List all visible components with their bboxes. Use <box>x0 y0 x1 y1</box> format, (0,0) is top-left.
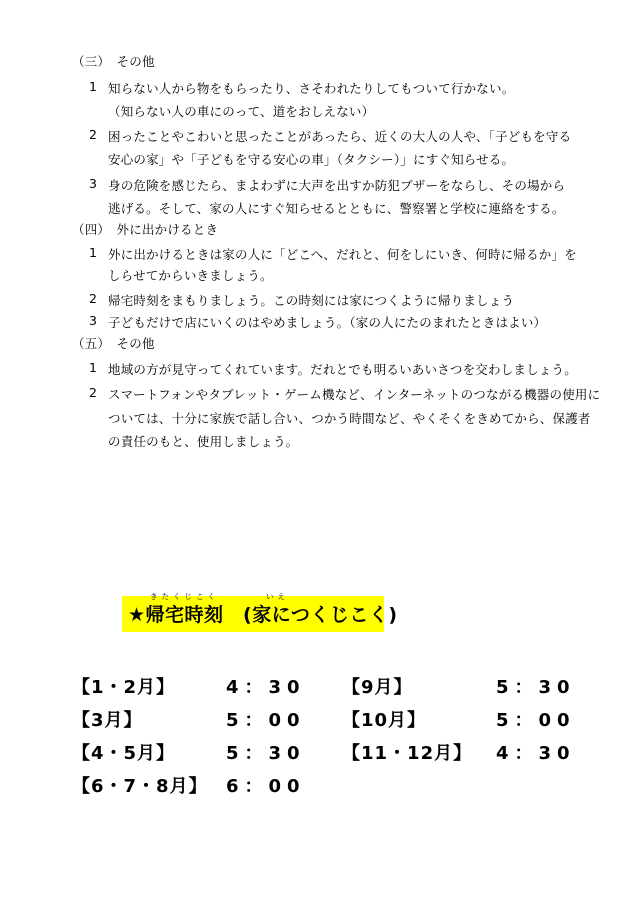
schedule-label: 【1・2月】 <box>72 677 176 698</box>
item-line: ついては、十分に家族で話し合い、つかう時間など、やくそくをきめてから、保護者 <box>108 411 591 426</box>
item-line: 身の危険を感じたら、まよわずに大声を出すか防犯ブザーをならし、その場から <box>108 178 566 193</box>
item-line: 子どもだけで店にいくのはやめましょう。（家の人にたのまれたときはよい） <box>108 315 547 330</box>
item-line: 困ったことやこわいと思ったことがあったら、近くの大人の人や、「子どもを守る <box>108 129 572 144</box>
schedule-time: 6：00 <box>226 776 306 797</box>
schedule-time: 5：30 <box>226 743 306 764</box>
schedule-label: 【6・7・8月】 <box>72 776 208 797</box>
banner-ruby-left: きたくじこく <box>150 592 219 601</box>
schedule-label: 【4・5月】 <box>72 743 176 764</box>
section-heading-5: （五） その他 <box>72 336 155 351</box>
item-number: 3 <box>89 176 97 191</box>
schedule-label: 【9月】 <box>342 677 413 698</box>
item-line: しらせてからいきましょう。 <box>108 268 273 283</box>
item-line: スマートフォンやタブレット・ゲーム機など、インターネットのつながる機器の使用に <box>108 387 601 402</box>
schedule-label: 【3月】 <box>72 710 143 731</box>
item-number: 2 <box>89 291 97 306</box>
banner-title: ★帰宅時刻 (家につくじこく) <box>128 604 398 626</box>
schedule-time: 5：30 <box>496 677 576 698</box>
section-heading-3: （三） その他 <box>72 54 155 69</box>
item-line: 帰宅時刻をまもりましょう。この時刻には家につくように帰りましょう <box>108 293 515 308</box>
item-line: 地域の方が見守ってくれています。だれとでも明るいあいさつを交わしましょう。 <box>108 362 577 377</box>
section-heading-4: （四） 外に出かけるとき <box>72 222 219 237</box>
item-line: の責任のもと、使用しましょう。 <box>108 434 299 449</box>
schedule-time: 4：30 <box>496 743 576 764</box>
item-number: 2 <box>89 127 97 142</box>
schedule-time: 5：00 <box>496 710 576 731</box>
item-number: 1 <box>89 245 97 260</box>
item-number: 1 <box>89 360 97 375</box>
item-line: 知らない人から物をもらったり、さそわれたりしてもついて行かない。 <box>108 81 515 96</box>
item-line: 逃げる。そして、家の人にすぐ知らせるとともに、警察署と学校に連絡をする。 <box>108 201 565 216</box>
schedule-time: 4：30 <box>226 677 306 698</box>
schedule-time: 5：00 <box>226 710 306 731</box>
banner-ruby-right: いえ <box>266 592 289 601</box>
item-number: 3 <box>89 313 97 328</box>
item-line: 安心の家」や「子どもを守る安心の車」（タクシー）」にすぐ知らせる。 <box>108 152 515 167</box>
schedule-label: 【11・12月】 <box>342 743 473 764</box>
item-line: 外に出かけるときは家の人に「どこへ、だれと、何をしにいき、何時に帰るか」を <box>108 247 577 262</box>
item-line: （知らない人の車にのって、道をおしえない） <box>108 104 375 119</box>
schedule-label: 【10月】 <box>342 710 427 731</box>
item-number: 2 <box>89 385 97 400</box>
item-number: 1 <box>89 79 97 94</box>
